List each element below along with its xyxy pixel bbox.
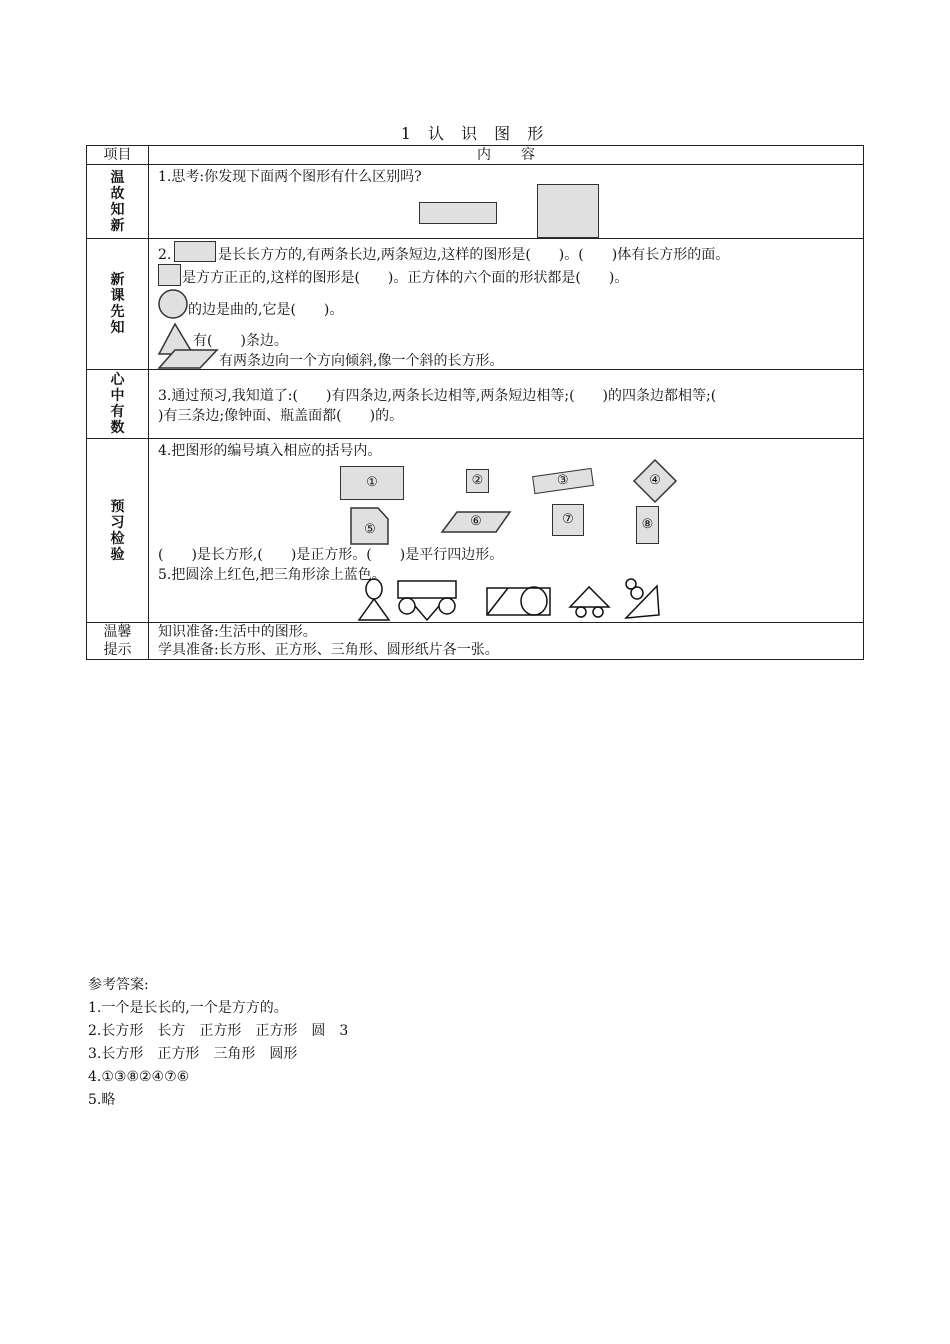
page-title: 1 认 识 图 形: [400, 124, 550, 143]
question-3-line-2: )有三条边;像钟面、瓶盖面都( )的。: [158, 408, 404, 424]
answer-item: 1.一个是长长的,一个是方方的。: [88, 1000, 288, 1016]
question-3-line-1: 3.通过预习,我知道了:( )有四条边,两条长边相等,两条短边相等;( )的四条边都相等;(: [158, 388, 717, 404]
table-header-row: [87, 146, 864, 165]
answer-item: 3.长方形 正方形 三角形 圆形: [88, 1046, 298, 1062]
table-row: [87, 165, 864, 239]
row-label-tips: 温馨 提示: [87, 623, 149, 660]
shape-4-diamond: ④: [633, 459, 677, 503]
shape-5-cut-corner: ⑤: [350, 507, 390, 545]
square-shape: [537, 184, 599, 238]
question-4: 4.把图形的编号填入相应的括号内。: [158, 443, 382, 459]
parallelogram-description: 有两条边向一个方向倾斜,像一个斜的长方形。: [219, 353, 504, 369]
row-label-check: 预 习 检 验: [87, 439, 149, 623]
shape-7-square: ⑦: [552, 504, 584, 536]
row-label-review: 温 故 知 新: [87, 165, 149, 239]
knowledge-prep: 知识准备:生活中的图形。: [158, 624, 317, 640]
circle-description: 的边是曲的,它是( )。: [188, 302, 344, 318]
parallelogram-icon: [158, 349, 218, 369]
shape-1-rectangle: ①: [340, 466, 404, 500]
table-row: [87, 439, 864, 623]
shape-6-parallelogram: ⑥: [441, 511, 511, 533]
triangle-description: 有( )条边。: [193, 333, 288, 349]
long-rectangle-shape: [419, 202, 497, 224]
answer-item: 2.长方形 长方 正方形 正方形 圆 3: [88, 1023, 349, 1039]
question-5: 5.把圆涂上红色,把三角形涂上蓝色。: [158, 567, 386, 583]
row-content-summary: [149, 370, 864, 439]
answer-item: 5.略: [88, 1092, 116, 1108]
answer-item: 4.①③⑧②④⑦⑥: [88, 1069, 190, 1085]
question-2-number: 2.: [158, 247, 172, 263]
question-4-blanks: ( )是长方形,( )是正方形。( )是平行四边形。: [158, 547, 504, 563]
shape-8-rectangle: ⑧: [636, 506, 659, 544]
rectangle-description: 是长长方方的,有两条长边,两条短边,这样的图形是( )。( )体有长方形的面。: [218, 247, 730, 263]
answer-heading: 参考答案:: [88, 977, 149, 993]
header-content: 内容: [149, 146, 864, 165]
circle-icon: [158, 289, 188, 319]
question-1: 1.思考:你发现下面两个图形有什么区别吗?: [158, 169, 422, 185]
square-icon: [158, 264, 181, 286]
table-row: [87, 239, 864, 370]
coloring-figures: [358, 579, 668, 621]
answer-key: [88, 974, 348, 1112]
worksheet-table: [86, 145, 864, 660]
header-item: 项目: [87, 146, 149, 165]
row-content-tips: [149, 623, 864, 660]
table-row: [87, 370, 864, 439]
tools-prep: 学具准备:长方形、正方形、三角形、圆形纸片各一张。: [158, 642, 499, 658]
row-label-new-lesson: 新 课 先 知: [87, 239, 149, 370]
row-label-summary: 心 中 有 数: [87, 370, 149, 439]
square-description: 是方方正正的,这样的图形是( )。正方体的六个面的形状都是( )。: [182, 270, 629, 286]
shape-3-tilted-rectangle: ③: [532, 468, 594, 494]
row-content-review: [149, 165, 864, 239]
row-content-check: [149, 439, 864, 623]
row-content-new-lesson: [149, 239, 864, 370]
rectangle-icon: [174, 241, 216, 262]
table-row: [87, 623, 864, 660]
shape-2-square: ②: [466, 469, 489, 493]
